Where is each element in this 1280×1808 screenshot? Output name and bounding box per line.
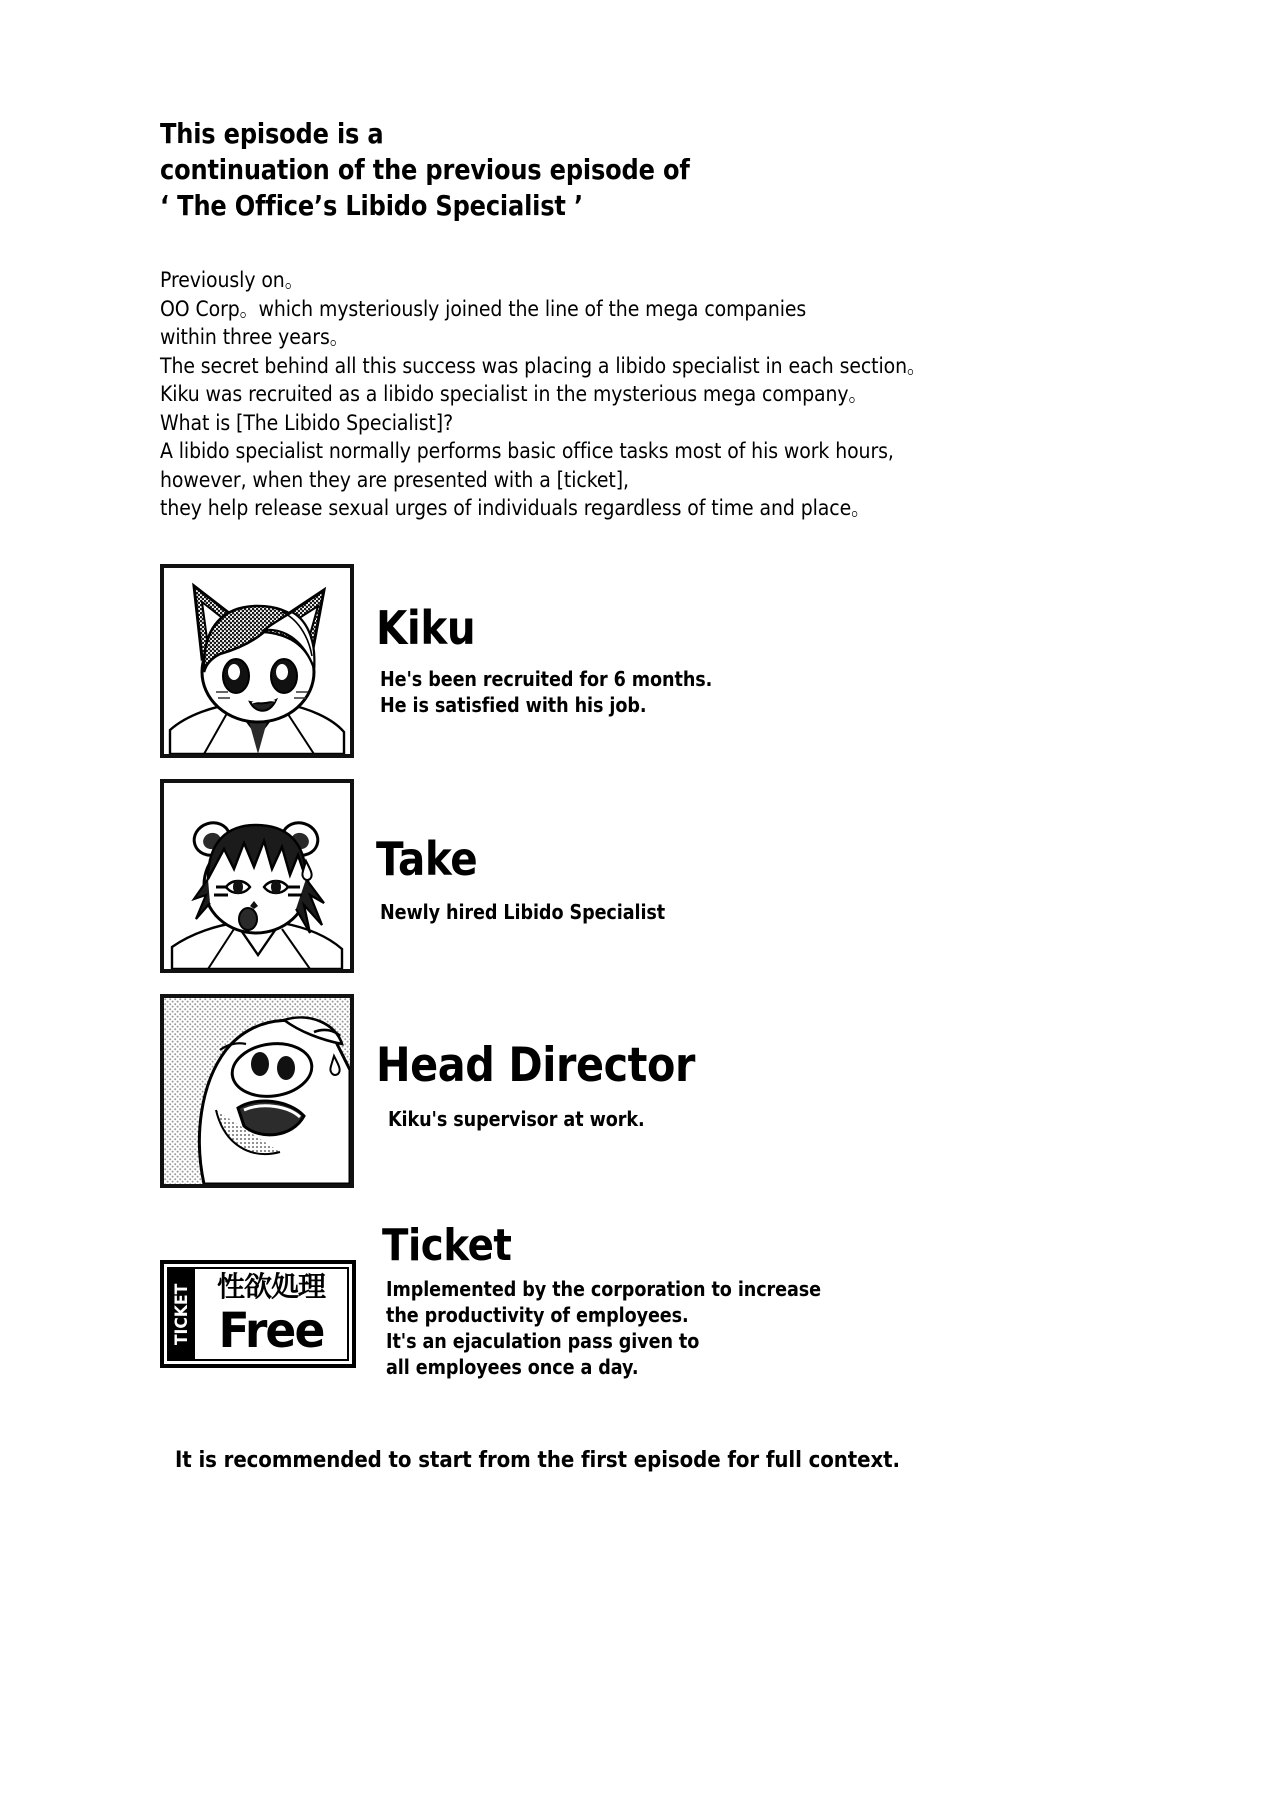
- item-description-line: It's an ejaculation pass given to: [386, 1329, 700, 1353]
- character-name: Head Director: [376, 1038, 695, 1093]
- character-description-line: He's been recruited for 6 months.: [380, 667, 713, 691]
- character-name: Kiku: [376, 601, 476, 655]
- take-portrait: [160, 779, 354, 973]
- profile-body-ticket: [382, 1220, 1280, 1380]
- item-name: Ticket: [382, 1220, 512, 1271]
- recap-paragraph: [160, 266, 1160, 523]
- recap-line-8: however, when they are presented with a [ticket],: [160, 467, 629, 492]
- ticket-inner-border: [167, 1267, 349, 1361]
- character-description: [388, 1106, 1276, 1132]
- page-title-line-2: continuation of the previous episode of: [160, 153, 690, 186]
- recap-line-4: The secret behind all this success was placing a libido specialist in each section。: [160, 353, 926, 378]
- profile-body-head-director: [376, 1040, 1276, 1132]
- recap-line-5: Kiku was recruited as a libido specialist in the mysterious mega company。: [160, 382, 868, 406]
- ticket-japanese-label: 性欲処理: [216, 1270, 325, 1303]
- item-description-line: Implemented by the corporation to increase: [386, 1277, 822, 1301]
- character-description: [380, 899, 1276, 925]
- kiku-portrait: [160, 564, 354, 758]
- item-description-line: the productivity of employees.: [386, 1303, 689, 1327]
- ticket-sidebar: [169, 1269, 195, 1359]
- ticket-main: [195, 1269, 347, 1359]
- character-description-line: Kiku's supervisor at work.: [388, 1107, 645, 1131]
- ticket-sidebar-label: TICKET: [172, 1283, 192, 1345]
- page-title: [160, 116, 1060, 224]
- character-description-line: He is satisfied with his job.: [380, 693, 647, 717]
- recap-line-6: What is [The Libido Specialist]?: [160, 410, 454, 435]
- recap-line-7: A libido specialist normally performs basic office tasks most of his work hours,: [160, 439, 894, 463]
- recap-line-1: Previously on。: [160, 268, 304, 292]
- page-title-line-1: This episode is a: [160, 117, 384, 150]
- item-description-line: all employees once a day.: [386, 1355, 639, 1379]
- footer-note: [175, 1446, 1175, 1476]
- profile-body-take: [376, 833, 1276, 925]
- character-description-line: Newly hired Libido Specialist: [380, 900, 666, 924]
- ticket-graphic: [160, 1260, 356, 1368]
- head-director-portrait: [160, 994, 354, 1188]
- recap-line-2: OO Corp。which mysteriously joined the line of the mega companies: [160, 296, 807, 321]
- page-title-line-3: ‘ The Office’s Libido Specialist ’: [160, 189, 583, 222]
- recap-line-3: within three years。: [160, 325, 349, 349]
- recap-line-9: they help release sexual urges of individuals regardless of time and place。: [160, 496, 870, 520]
- footer-note-text: It is recommended to start from the first episode for full context.: [175, 1448, 900, 1473]
- character-description: [380, 666, 1276, 718]
- ticket-free-label: Free: [218, 1303, 324, 1359]
- item-description: [386, 1276, 1280, 1380]
- character-name: Take: [376, 832, 478, 886]
- profile-body-kiku: [376, 602, 1276, 718]
